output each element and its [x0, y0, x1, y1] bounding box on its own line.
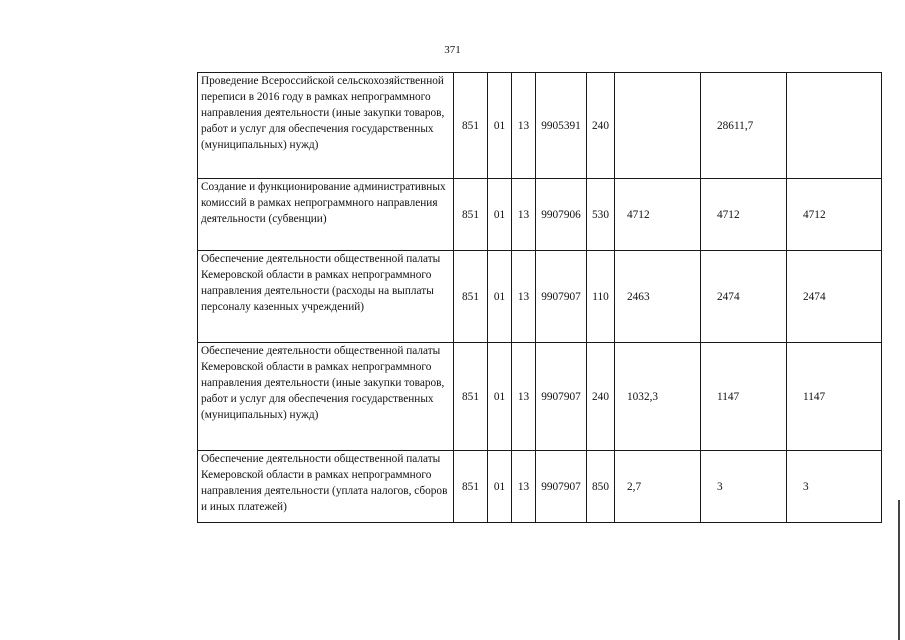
amount-year-3: 4712	[787, 179, 882, 251]
section-code: 01	[488, 251, 512, 343]
row-description: Обеспечение деятельности общественной палаты Кемеровской области в рамках непрограммного направления деятельности (расходы на выплаты персоналу казенных учреждений)	[198, 251, 454, 343]
scan-edge-mark	[898, 500, 900, 640]
section-code: 01	[488, 343, 512, 451]
table-row	[198, 251, 882, 343]
table-row	[198, 73, 882, 179]
target-article-code: 9907907	[536, 343, 587, 451]
row-description: Проведение Всероссийской сельскохозяйственной переписи в 2016 году в рамках непрограммного направления деятельности (иные закупки товаров, работ и услуг для обеспечения государственных (муниципальных) нужд)	[198, 73, 454, 179]
amount-year-2: 4712	[701, 179, 787, 251]
amount-year-3: 2474	[787, 251, 882, 343]
expense-type-code: 850	[587, 451, 615, 523]
amount-year-2: 2474	[701, 251, 787, 343]
subsection-code: 13	[512, 179, 536, 251]
ministry-code: 851	[454, 251, 488, 343]
subsection-code: 13	[512, 73, 536, 179]
ministry-code: 851	[454, 179, 488, 251]
subsection-code: 13	[512, 343, 536, 451]
amount-year-3	[787, 73, 882, 179]
table-row	[198, 179, 882, 251]
amount-year-2: 1147	[701, 343, 787, 451]
ministry-code: 851	[454, 73, 488, 179]
amount-year-3: 1147	[787, 343, 882, 451]
target-article-code: 9907907	[536, 251, 587, 343]
expense-type-code: 240	[587, 73, 615, 179]
subsection-code: 13	[512, 251, 536, 343]
section-code: 01	[488, 179, 512, 251]
ministry-code: 851	[454, 343, 488, 451]
amount-year-2: 28611,7	[701, 73, 787, 179]
expense-type-code: 530	[587, 179, 615, 251]
row-description: Обеспечение деятельности общественной палаты Кемеровской области в рамках непрограммного направления деятельности (уплата налогов, сборов и иных платежей)	[198, 451, 454, 523]
row-description: Создание и функционирование административных комиссий в рамках непрограммного направления деятельности (субвенции)	[198, 179, 454, 251]
expense-type-code: 240	[587, 343, 615, 451]
amount-year-1: 1032,3	[615, 343, 701, 451]
amount-year-1: 4712	[615, 179, 701, 251]
section-code: 01	[488, 451, 512, 523]
ministry-code: 851	[454, 451, 488, 523]
target-article-code: 9907906	[536, 179, 587, 251]
row-description: Обеспечение деятельности общественной палаты Кемеровской области в рамках непрограммного направления деятельности (иные закупки товаров, работ и услуг для обеспечения государственных (муниципальных) нужд)	[198, 343, 454, 451]
amount-year-1: 2,7	[615, 451, 701, 523]
amount-year-1	[615, 73, 701, 179]
section-code: 01	[488, 73, 512, 179]
table-row	[198, 343, 882, 451]
amount-year-2: 3	[701, 451, 787, 523]
target-article-code: 9905391	[536, 73, 587, 179]
expense-type-code: 110	[587, 251, 615, 343]
target-article-code: 9907907	[536, 451, 587, 523]
page-number: 371	[444, 44, 461, 56]
table-row	[198, 451, 882, 523]
amount-year-3: 3	[787, 451, 882, 523]
budget-table	[197, 72, 882, 523]
subsection-code: 13	[512, 451, 536, 523]
amount-year-1: 2463	[615, 251, 701, 343]
